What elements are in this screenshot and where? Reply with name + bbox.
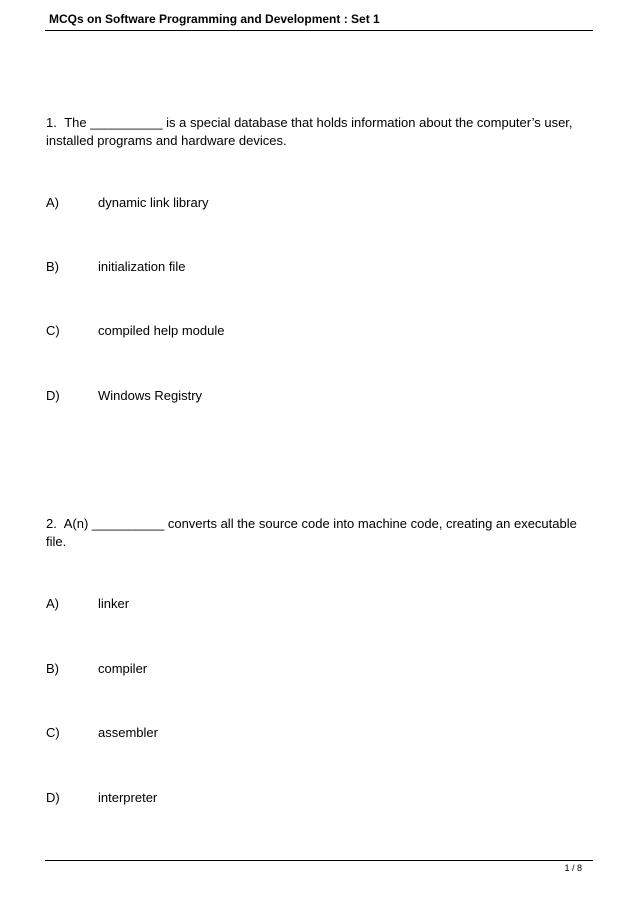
question-2-option-b bbox=[46, 661, 147, 677]
option-text: interpreter bbox=[98, 790, 158, 805]
option-text: initialization file bbox=[98, 259, 186, 274]
footer-divider bbox=[45, 860, 593, 861]
question-1-stem: The __________ is a special database that holds information about the computer’s user, installed programs and hardware devices. bbox=[46, 115, 573, 148]
option-letter: B) bbox=[46, 661, 59, 676]
page-number: 1 / 8 bbox=[564, 863, 582, 873]
question-1-option-c bbox=[46, 323, 224, 339]
option-letter: C) bbox=[46, 323, 60, 338]
option-text: Windows Registry bbox=[98, 388, 203, 403]
option-letter: C) bbox=[46, 725, 60, 740]
question-1-option-b bbox=[46, 259, 185, 275]
question-1-number: 1. bbox=[46, 115, 57, 130]
header-divider bbox=[45, 30, 593, 31]
question-2-option-d bbox=[46, 790, 157, 806]
option-text: dynamic link library bbox=[98, 195, 209, 210]
option-text: compiler bbox=[98, 661, 148, 676]
question-1-text bbox=[46, 114, 596, 150]
question-2-stem: A(n) __________ converts all the source code into machine code, creating an executable file. bbox=[46, 516, 577, 549]
option-letter: A) bbox=[46, 195, 59, 210]
option-text: assembler bbox=[98, 725, 158, 740]
option-letter: D) bbox=[46, 388, 60, 403]
option-text: compiled help module bbox=[98, 323, 225, 338]
question-1-option-a bbox=[46, 195, 209, 211]
question-2-text bbox=[46, 515, 596, 551]
page-header-title: MCQs on Software Programming and Development : Set 1 bbox=[49, 12, 380, 26]
question-2-number: 2. bbox=[46, 516, 57, 531]
option-letter: A) bbox=[46, 596, 59, 611]
option-letter: D) bbox=[46, 790, 60, 805]
question-2-option-a bbox=[46, 596, 129, 612]
option-letter: B) bbox=[46, 259, 59, 274]
question-2-option-c bbox=[46, 725, 158, 741]
option-text: linker bbox=[98, 596, 130, 611]
question-1-option-d bbox=[46, 388, 202, 404]
